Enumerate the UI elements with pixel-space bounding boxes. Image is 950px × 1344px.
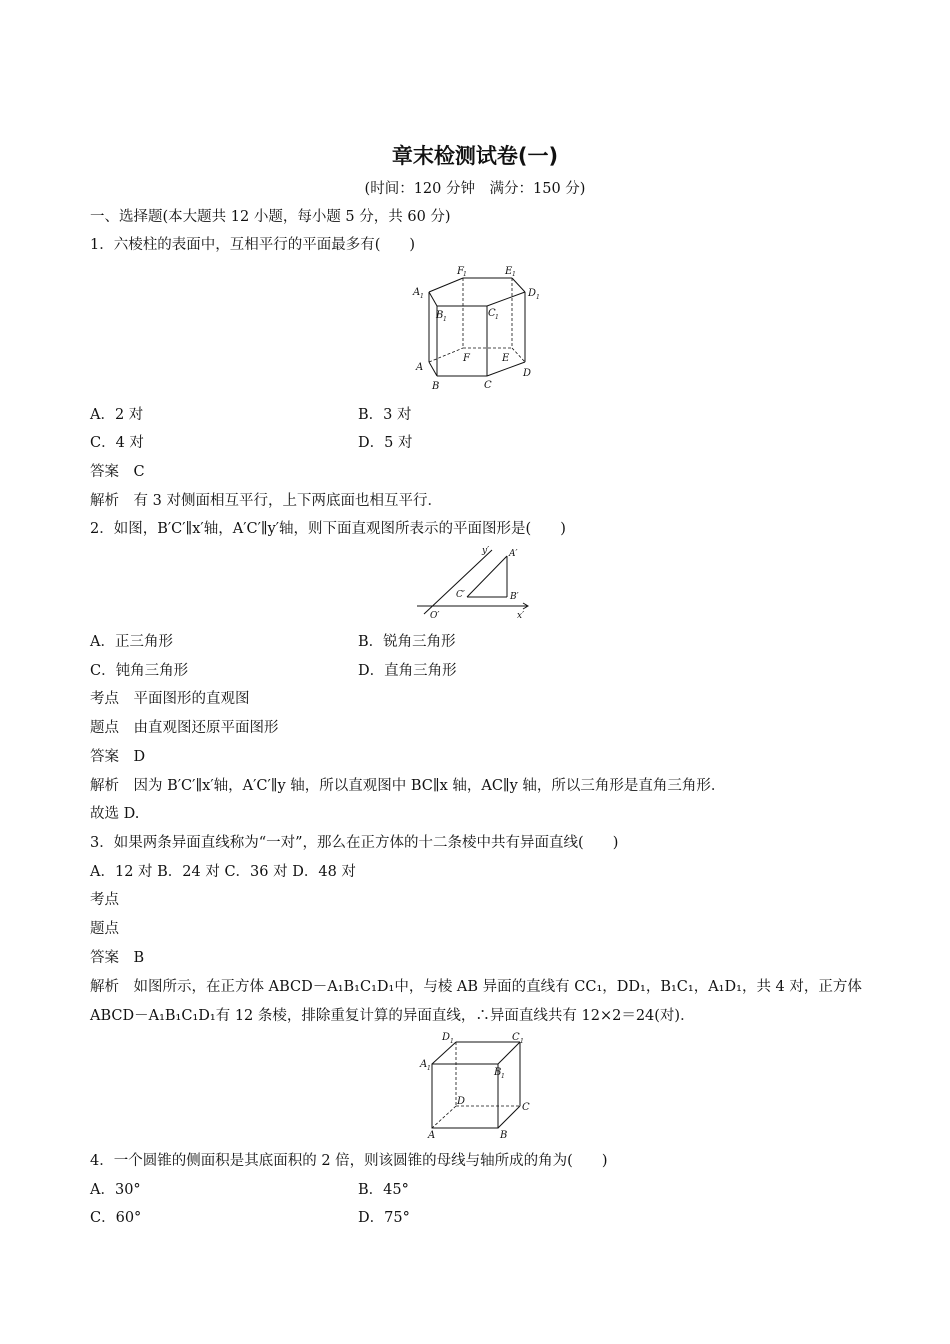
cube-label-D1-sub: 1 <box>450 1038 454 1045</box>
cube-label-C1: C <box>512 1032 520 1043</box>
page-title: 章末检测试卷(一) <box>391 144 559 168</box>
label-E1-sub: 1 <box>512 271 516 278</box>
q1-stem: 1．六棱柱的表面中，互相平行的平面最多有( ) <box>90 237 416 253</box>
q2-option-b: B．锐角三角形 <box>358 634 456 650</box>
q3-options: A．12 对 B．24 对 C．36 对 D．48 对 <box>90 864 356 880</box>
label-B-prime: B′ <box>510 592 519 602</box>
label-D1-sub: 1 <box>536 294 540 301</box>
q1-option-d: D．5 对 <box>358 435 413 451</box>
label-F1-sub: 1 <box>463 271 467 278</box>
label-y-prime: y′ <box>482 546 490 556</box>
label-A: A <box>416 362 424 373</box>
q2-option-c: C．钝角三角形 <box>90 663 189 679</box>
q4-stem: 4．一个圆锥的侧面积是其底面积的 2 倍，则该圆锥的母线与轴所成的角为( ) <box>90 1153 608 1169</box>
q1-option-b: B．3 对 <box>358 407 412 423</box>
label-F1: F <box>457 266 464 277</box>
label-D: D <box>523 368 532 379</box>
label-B: B <box>432 381 440 392</box>
label-D1: D <box>528 288 537 299</box>
q3-kaodian: 考点 <box>90 892 119 908</box>
q2-stem: 2．如图，B′C′∥x′轴，A′C′∥y′轴，则下面直观图所表示的平面图形是( ) <box>90 521 566 537</box>
cube-label-A1: A <box>420 1059 428 1070</box>
cube-label-A1-sub: 1 <box>427 1065 431 1072</box>
exam-info: (时间：120 分钟 满分：150 分) <box>364 181 586 197</box>
label-E: E <box>502 353 510 364</box>
label-A1: A <box>413 287 421 298</box>
label-B1: B <box>436 310 444 321</box>
label-A-prime: A′ <box>509 549 518 559</box>
label-F: F <box>463 353 470 364</box>
label-C1-sub: 1 <box>495 314 499 321</box>
q4-option-a: A．30° <box>90 1182 141 1198</box>
q3-tidian: 题点 <box>90 921 119 937</box>
q1-analysis: 解析 有 3 对侧面相互平行，上下两底面也相互平行． <box>90 493 442 509</box>
q4-option-b: B．45° <box>358 1182 409 1198</box>
q1-option-c: C．4 对 <box>90 435 144 451</box>
cube-label-B: B <box>500 1130 508 1141</box>
label-C: C <box>484 380 492 391</box>
label-C-prime: C′ <box>456 590 465 600</box>
label-A1-sub: 1 <box>420 293 424 300</box>
label-E1: E <box>505 266 513 277</box>
cube-figure <box>412 1032 537 1142</box>
q2-option-d: D．直角三角形 <box>358 663 457 679</box>
q3-analysis-2: ABCD－A₁B₁C₁D₁有 12 条棱，排除重复计算的异面直线，∴异面直线共有 12×2＝24(对)． <box>90 1008 695 1024</box>
label-C1: C <box>488 308 496 319</box>
q2-kaodian: 考点 平面图形的直观图 <box>90 691 250 707</box>
cube-label-C: C <box>522 1102 530 1113</box>
q4-option-c: C．60° <box>90 1210 142 1226</box>
cube-label-D1: D <box>442 1032 451 1043</box>
cube-label-A: A <box>428 1130 436 1141</box>
cube-label-D: D <box>457 1096 466 1107</box>
q4-option-d: D．75° <box>358 1210 410 1226</box>
q3-stem: 3．如果两条异面直线称为“一对”，那么在正方体的十二条棱中共有异面直线( ) <box>90 835 619 851</box>
q1-option-a: A．2 对 <box>90 407 144 423</box>
hexagonal-prism-figure <box>405 262 555 392</box>
cube-label-B1: B <box>494 1067 502 1078</box>
section-heading: 一、选择题(本大题共 12 小题，每小题 5 分，共 60 分) <box>90 209 451 225</box>
q2-answer: 答案 D <box>90 749 146 765</box>
q2-tidian: 题点 由直观图还原平面图形 <box>90 720 279 736</box>
q3-analysis-1: 解析 如图所示，在正方体 ABCD－A₁B₁C₁D₁中，与棱 AB 异面的直线有 CC₁，DD₁，B₁C₁，A₁D₁，共 4 对，正方体 <box>90 979 862 995</box>
q1-answer: 答案 C <box>90 464 145 480</box>
label-B1-sub: 1 <box>443 316 447 323</box>
q2-analysis-2: 故选 D. <box>90 806 140 822</box>
cube-label-C1-sub: 1 <box>520 1038 524 1045</box>
oblique-triangle-figure <box>412 544 537 622</box>
cube-label-B1-sub: 1 <box>501 1073 505 1080</box>
q2-analysis-1: 解析 因为 B′C′∥x′轴，A′C′∥y 轴，所以直观图中 BC∥x 轴，AC∥y 轴，所以三角形是直角三角形． <box>90 778 726 794</box>
label-O-prime: O′ <box>430 611 440 621</box>
label-x-prime: x′ <box>517 611 525 621</box>
q2-option-a: A．正三角形 <box>90 634 173 650</box>
q3-answer: 答案 B <box>90 950 145 966</box>
